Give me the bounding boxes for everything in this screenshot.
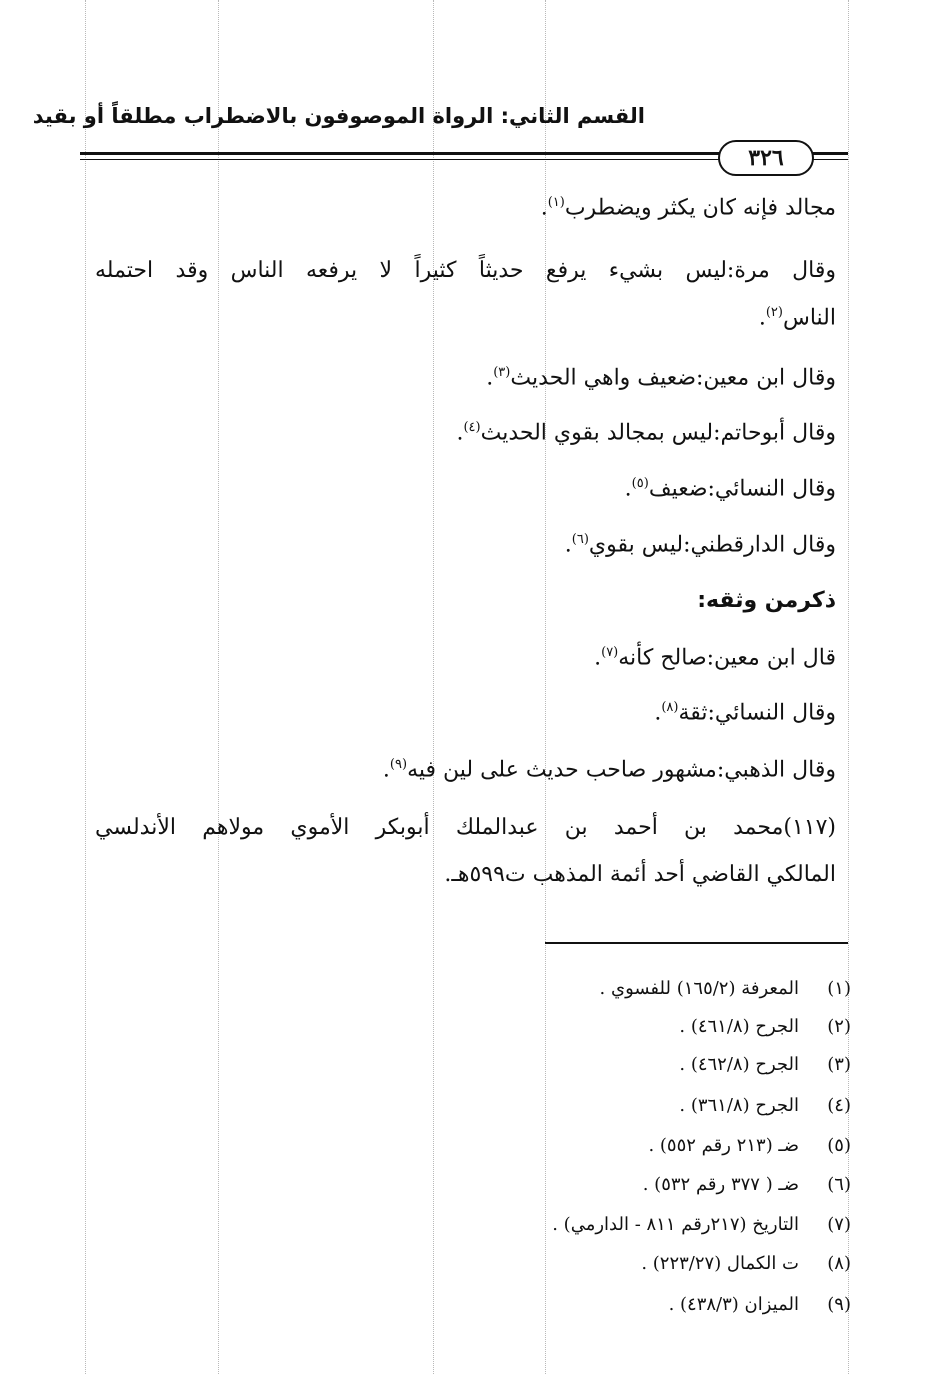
body-line: وقال الذهبي:مشهور صاحب حديث على لين فيه$^{(٩)}$. <box>382 757 836 783</box>
body-line: وقال الدارقطني:ليس بقوي$^{(٦)}$. <box>564 532 836 558</box>
footnote <box>679 1016 851 1037</box>
footnote-text: الجرح (٤٦١/٨) . <box>679 1016 799 1037</box>
footnote-ref: (٨) <box>661 700 679 715</box>
header-rule <box>80 159 720 160</box>
footnote-number: (٥) <box>827 1135 851 1156</box>
body-line: مجالد فإنه كان يكثر ويضطرب$^{(١)}$. <box>540 195 836 221</box>
body-line: وقال النسائي:ضعيف$^{(٥)}$. <box>624 476 836 502</box>
footnote <box>669 1294 851 1315</box>
running-header-title: القسم الثاني: الرواة الموصوفون بالاضطراب مطلقاً أو بقيد <box>32 104 645 128</box>
footnote-ref: (٧) <box>601 645 619 660</box>
footnote-number: (٤) <box>827 1095 851 1116</box>
footnote-number: (٧) <box>827 1214 851 1235</box>
footnote-text: الميزان (٤٣٨/٣) . <box>668 1294 799 1315</box>
footnote-text: التاريخ (٢١٧رقم ٨١١ - الدارمي) . <box>552 1214 799 1235</box>
scan-dotted-line <box>85 0 86 1374</box>
footnote <box>648 1135 851 1156</box>
footnote-number: (١) <box>827 978 851 999</box>
footnote-ref: (٢) <box>765 305 783 320</box>
footnote-number: (٢) <box>827 1016 851 1037</box>
footnote-text: ضـ (٢١٣ رقم ٥٥٢) . <box>648 1135 799 1156</box>
footnote-number: (٩) <box>827 1294 851 1315</box>
footnote-ref: (٣) <box>493 365 511 380</box>
section-heading: ذكرمن وثقه: <box>697 588 836 613</box>
footnote-ref: (٥) <box>631 476 649 491</box>
footnote <box>552 1214 851 1235</box>
footnote-ref: (٦) <box>571 532 589 547</box>
body-line: المالكي القاضي أحد أئمة المذهب ت٥٩٩هـ. <box>444 862 836 887</box>
body-line: وقال ابن معين:ضعيف واهي الحديث$^{(٣)}$. <box>486 365 836 391</box>
footnote <box>600 978 851 999</box>
scan-dotted-line <box>848 0 849 1374</box>
body-line: وقال أبوحاتم:ليس بمجالد بقوي الحديث$^{(٤)}$. <box>456 420 836 446</box>
body-line: الناس$^{(٢)}$. <box>758 305 836 331</box>
body-line: وقال مرة:ليس بشيء يرفع حديثاً كثيراً لا يرفعه الناس وقد احتمله <box>95 258 837 283</box>
header-rule <box>808 152 848 155</box>
footnote <box>643 1174 851 1195</box>
footnote-text: ضـ ( ٣٧٧ رقم ٥٣٢) . <box>642 1174 799 1195</box>
footnote <box>679 1095 851 1116</box>
footnote-number: (٦) <box>827 1174 851 1195</box>
footnote-number: (٣) <box>827 1054 851 1075</box>
footnote-text: الجرح (٤٦٢/٨) . <box>679 1054 799 1075</box>
footnote-ref: (٩) <box>389 757 408 772</box>
footnote-separator <box>545 942 848 944</box>
footnote-number: (٨) <box>827 1253 851 1274</box>
body-line: وقال النسائي:ثقة$^{(٨)}$. <box>654 700 836 726</box>
page-number: ٣٢٦ <box>748 145 784 171</box>
footnote-text: ت الكمال (٢٢٣/٢٧) . <box>641 1253 799 1274</box>
header-rule <box>80 152 720 155</box>
scan-dotted-line <box>433 0 434 1374</box>
footnote-text: الجرح (٣٦١/٨) . <box>679 1095 799 1116</box>
footnote-text: المعرفة (١٦٥/٢) للفسوي . <box>599 978 799 999</box>
footnote-ref: (١) <box>547 195 565 210</box>
body-line: قال ابن معين:صالح كأنه$^{(٧)}$. <box>594 645 836 671</box>
footnote-ref: (٤) <box>463 420 481 435</box>
footnote <box>641 1253 851 1274</box>
header-rule <box>808 159 848 160</box>
footnote <box>679 1054 851 1075</box>
body-line: (١١٧)محمد بن أحمد بن عبدالملك أبوبكر الأموي مولاهم الأندلسي <box>95 815 836 840</box>
page-number-badge <box>718 140 814 176</box>
scan-dotted-line <box>218 0 219 1374</box>
